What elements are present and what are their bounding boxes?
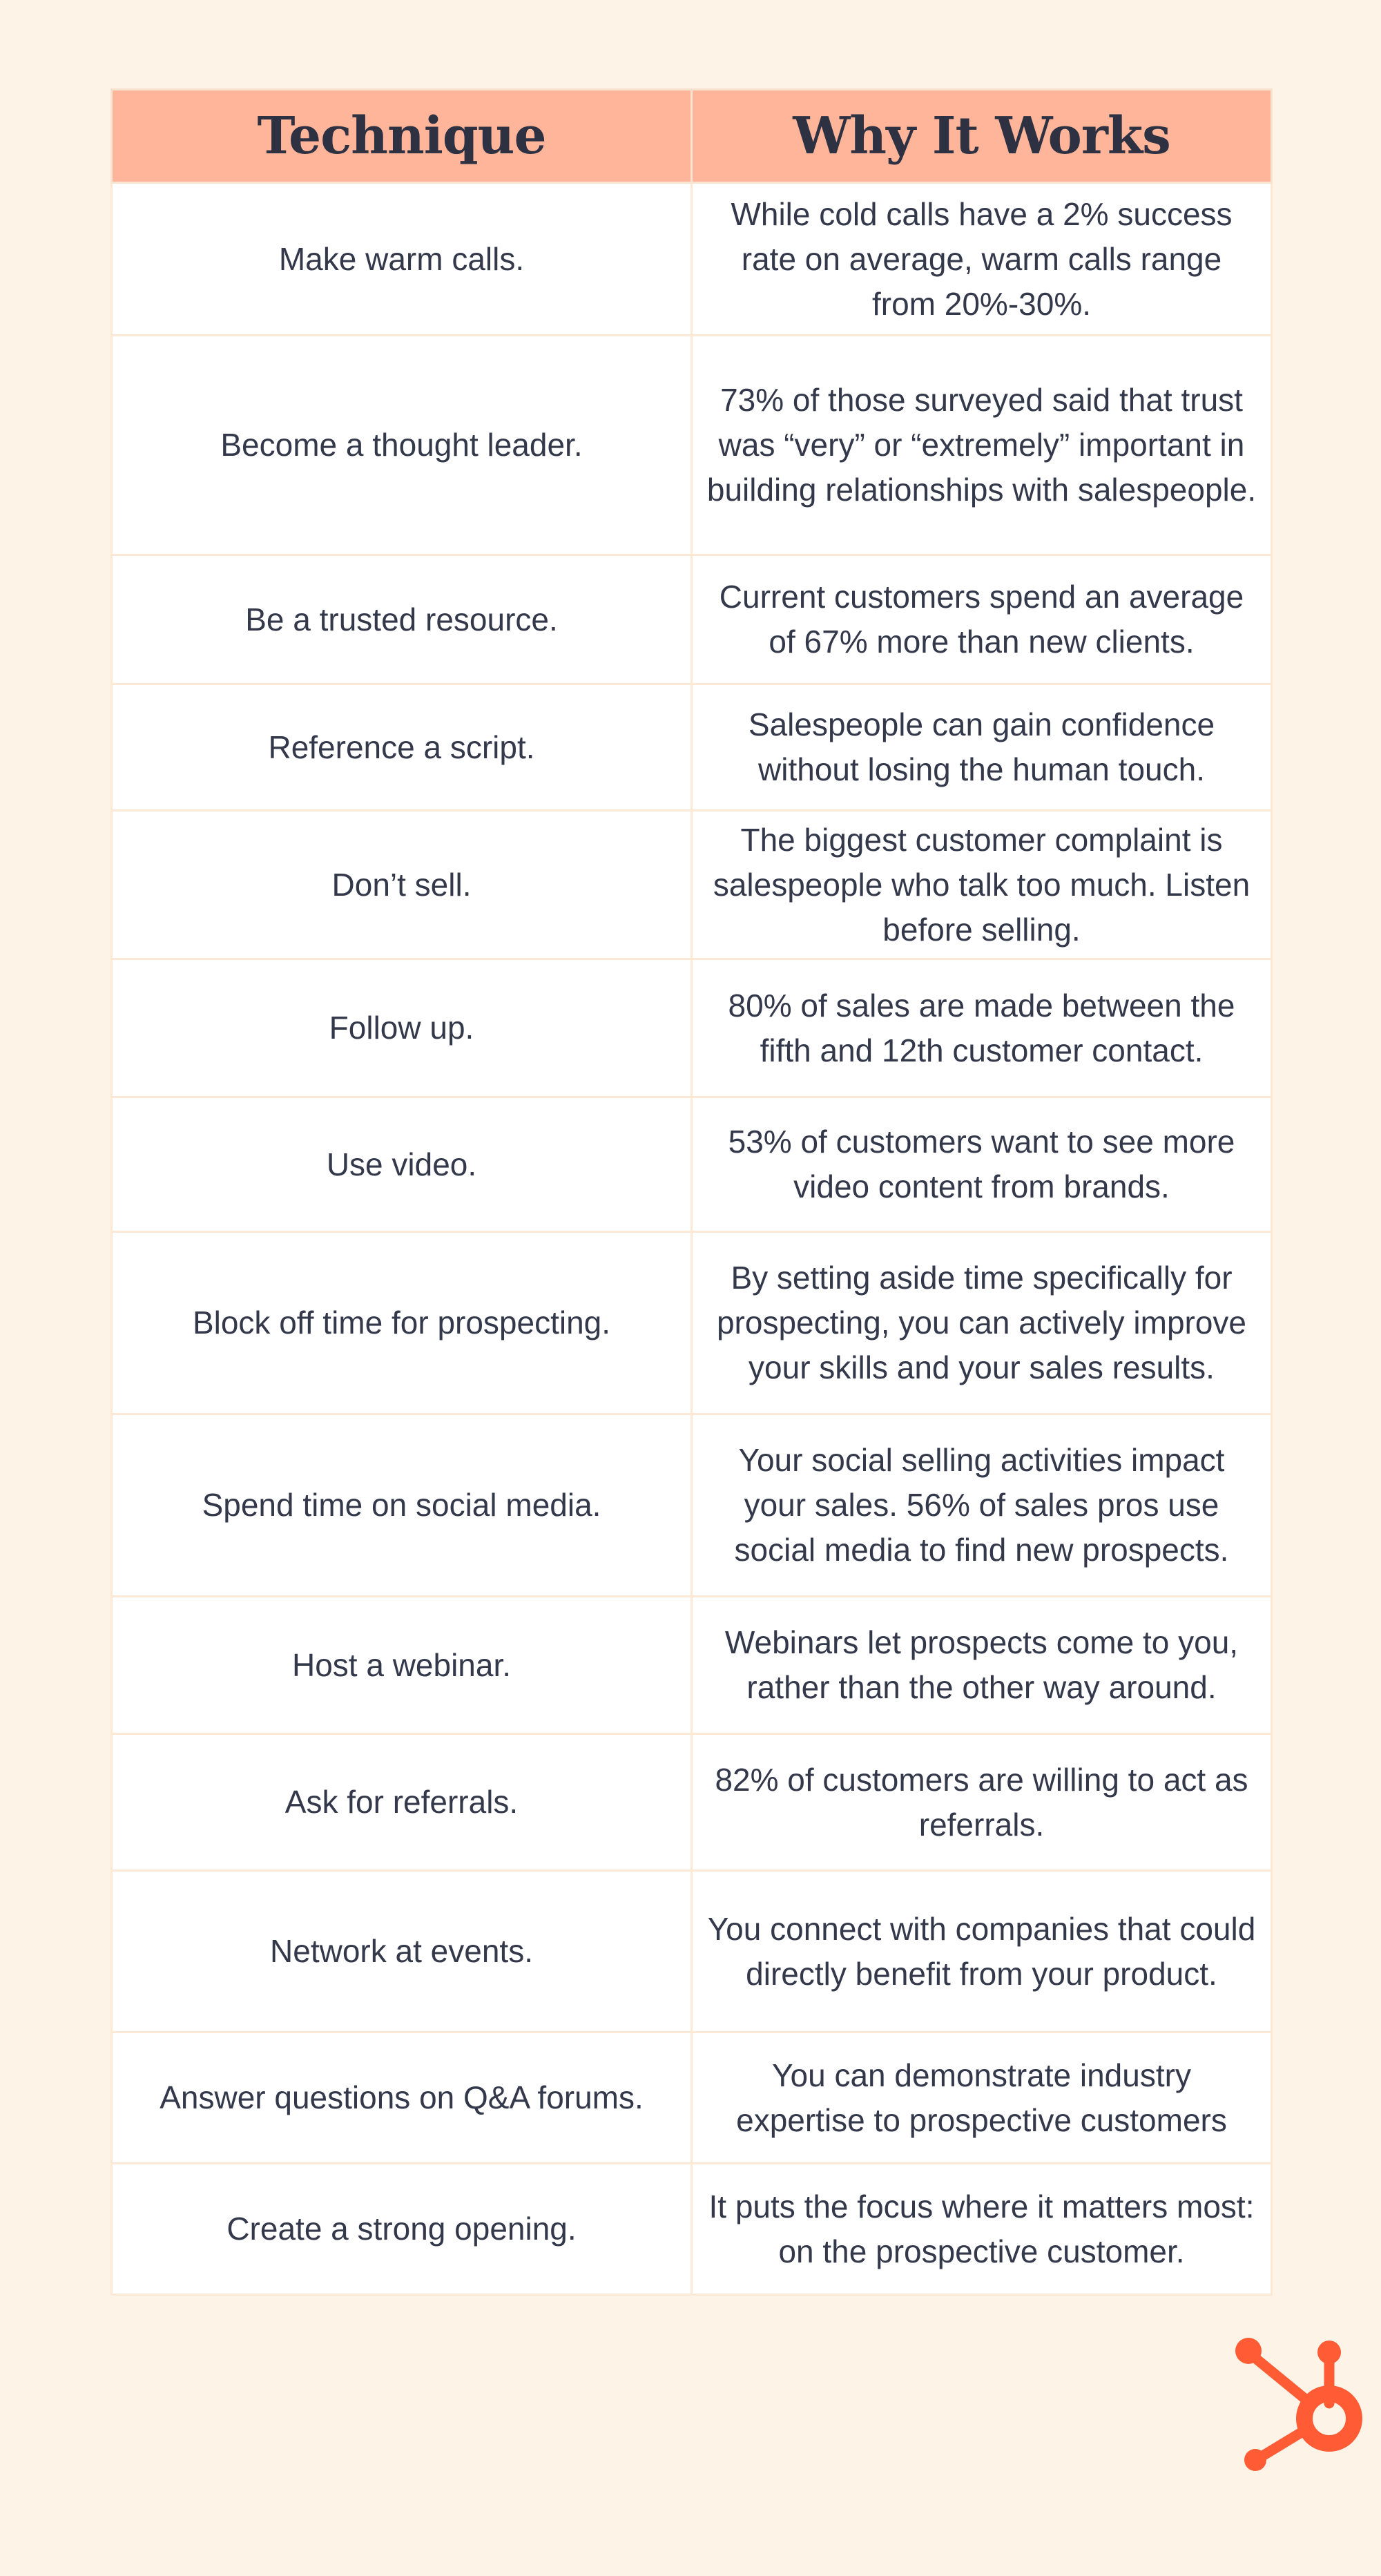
why-cell: 53% of customers want to see more video content from brands. bbox=[692, 1097, 1272, 1232]
why-cell: You connect with companies that could directly benefit from your product. bbox=[692, 1871, 1272, 2032]
table-row bbox=[112, 684, 1272, 811]
table-row bbox=[112, 1734, 1272, 1871]
table-header-row bbox=[112, 90, 1272, 183]
technique-cell: Be a trusted resource. bbox=[112, 555, 692, 684]
technique-cell: Become a thought leader. bbox=[112, 336, 692, 555]
table-row bbox=[112, 183, 1272, 336]
header-technique: Technique bbox=[112, 90, 692, 183]
technique-cell: Answer questions on Q&A forums. bbox=[112, 2032, 692, 2164]
technique-cell: Create a strong opening. bbox=[112, 2164, 692, 2295]
why-cell: Webinars let prospects come to you, rather than the other way around. bbox=[692, 1597, 1272, 1734]
why-cell: By setting aside time specifically for prospecting, you can actively improve your skills and your sales results. bbox=[692, 1232, 1272, 1414]
hubspot-sprocket-icon bbox=[1229, 2334, 1374, 2479]
why-cell: You can demonstrate industry expertise to prospective customers bbox=[692, 2032, 1272, 2164]
table-row bbox=[112, 1232, 1272, 1414]
table-row bbox=[112, 1414, 1272, 1597]
table-row bbox=[112, 1597, 1272, 1734]
table-row bbox=[112, 336, 1272, 555]
technique-cell: Use video. bbox=[112, 1097, 692, 1232]
table-row bbox=[112, 1871, 1272, 2032]
technique-cell: Ask for referrals. bbox=[112, 1734, 692, 1871]
table-row bbox=[112, 555, 1272, 684]
technique-cell: Make warm calls. bbox=[112, 183, 692, 336]
why-cell: While cold calls have a 2% success rate on average, warm calls range from 20%-30%. bbox=[692, 183, 1272, 336]
technique-cell: Spend time on social media. bbox=[112, 1414, 692, 1597]
why-cell: The biggest customer complaint is salespeople who talk too much. Listen before selling. bbox=[692, 811, 1272, 959]
technique-cell: Follow up. bbox=[112, 959, 692, 1097]
table-row bbox=[112, 1097, 1272, 1232]
technique-cell: Block off time for prospecting. bbox=[112, 1232, 692, 1414]
technique-cell: Don’t sell. bbox=[112, 811, 692, 959]
why-cell: 80% of sales are made between the fifth and 12th customer contact. bbox=[692, 959, 1272, 1097]
technique-cell: Network at events. bbox=[112, 1871, 692, 2032]
techniques-table bbox=[110, 88, 1273, 2296]
technique-cell: Reference a script. bbox=[112, 684, 692, 811]
why-cell: 73% of those surveyed said that trust was “very” or “extremely” important in building relationships with salespeople. bbox=[692, 336, 1272, 555]
table-row bbox=[112, 811, 1272, 959]
why-cell: Salespeople can gain confidence without losing the human touch. bbox=[692, 684, 1272, 811]
table-row bbox=[112, 2032, 1272, 2164]
why-cell: Your social selling activities impact your sales. 56% of sales pros use social media to find new prospects. bbox=[692, 1414, 1272, 1597]
techniques-table-container bbox=[110, 88, 1271, 2296]
table-row bbox=[112, 959, 1272, 1097]
header-why-it-works: Why It Works bbox=[692, 90, 1272, 183]
technique-cell: Host a webinar. bbox=[112, 1597, 692, 1734]
why-cell: 82% of customers are willing to act as referrals. bbox=[692, 1734, 1272, 1871]
why-cell: It puts the focus where it matters most: on the prospective customer. bbox=[692, 2164, 1272, 2295]
table-row bbox=[112, 2164, 1272, 2295]
why-cell: Current customers spend an average of 67% more than new clients. bbox=[692, 555, 1272, 684]
